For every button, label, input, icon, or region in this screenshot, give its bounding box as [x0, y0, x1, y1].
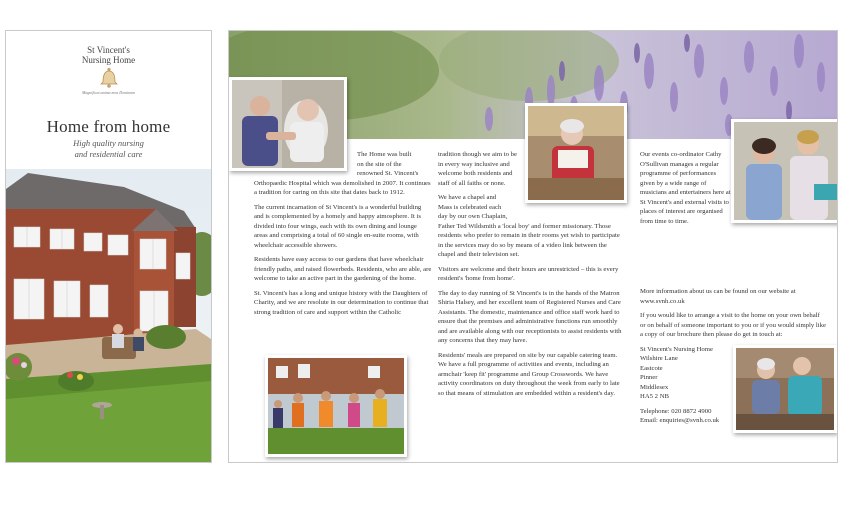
photo-dance-performance	[265, 355, 407, 457]
col2-p2-line1: We have a chapel and	[438, 194, 497, 201]
address-line: Pinner	[640, 374, 658, 381]
photo-staff-members	[731, 119, 838, 223]
col1-p1-rest: Orthopaedic Hospital which was demolished in 2007. It continues a tradition for caring on this site that dates back to 1912.	[254, 179, 431, 196]
address-line: St Vincent's Nursing Home	[640, 345, 713, 353]
column-3-contact	[640, 287, 826, 426]
column-3-events	[640, 150, 732, 231]
col2-p2-line3: day by our own Chaplain,	[438, 213, 508, 220]
col3-events: Our events co-ordinator Cathy O'Sullivan manages a regular programme of performances given by a wide range of musicians and entertainers here at St Vincent's and external visits to places of interest are organised from time to time.	[640, 151, 731, 225]
staff-image	[734, 122, 838, 220]
col3-visit: If you would like to arrange a visit to the home on your own behalf or on behalf of someone important to you or if you would simply like a copy of our brochure then please do get in touch at:	[640, 312, 826, 338]
motto: Magnificat anima mea Dominum	[82, 90, 135, 95]
col1-p1-line2: on the site of the	[357, 160, 402, 168]
col2-p2-line2: Mass is celebrated each	[438, 203, 502, 211]
column-1-text	[254, 150, 432, 322]
address-block	[640, 345, 826, 402]
bell-icon	[99, 67, 119, 89]
logo-name	[6, 45, 211, 65]
col2-p1: tradition though we aim to be in every way inclusive and welcome both residents and staff of all faiths or none.	[438, 151, 517, 187]
column-2-text	[438, 150, 625, 403]
brochure-cover	[5, 30, 212, 463]
address-line: Eastcote	[640, 364, 663, 372]
subtitle-line1: High quality nursing	[73, 138, 144, 148]
col2-p2-wrap	[438, 193, 625, 222]
email: Email: enquiries@svnh.co.uk	[640, 417, 720, 424]
col1-p1-line3: renowned St. Vincent's	[357, 170, 419, 177]
subtitle-line2: and residential care	[74, 149, 143, 159]
col1-p1-line1: The Home was built	[357, 151, 412, 158]
col1-p4: St. Vincent's has a long and unique history with the Daughters of Charity, and we are resolute in our determination to continue that strong tradition of care and support within the Catholic	[254, 289, 429, 316]
building-photo	[6, 169, 211, 462]
dancers-image	[268, 358, 404, 454]
col1-p3: Residents have easy access to our gardens that have wheelchair friendly paths, and raised flowerbeds. Residents, who are able, are welcome to take an active part in the gardening of the home.	[254, 256, 432, 282]
address-line: Middlesex	[640, 383, 669, 391]
col2-p5: Residents' meals are prepared on site by our capable catering team. We have a full programme of activities and events, including an armchair 'keep fit' programme and Group Crosswords. We have activity coordinators on duty throughout the week from early to late so that means of stimulation are embedded within a resident's day.	[438, 351, 620, 397]
col2-p2-rest: Father Ted Wildsmith a 'local boy' and former missionary. Those residents who prefer to remain in their rooms yet wish to participate in the services may do so by means of a video link between the chapel and their television set.	[438, 222, 620, 258]
col1-p2: The current incarnation of St Vincent's is a wonderful building and is complemented by a homely and happy atmosphere. It is divided into four wings, each with its own dining and lounge areas and comprising a total of 60 single en-suite rooms, with wheelchair accessible showers.	[254, 203, 422, 249]
col2-p4: The day to day running of St Vincent's is in the hands of the Matron Shiria Halsey, and her excellent team of Registered Nurses and Care Assistants. The domestic, maintenance and office staff work hard to ensure that the premises and administrative functions run smoothly and are available along with our receptionists to assist residents with any concerns that they may have.	[438, 289, 622, 344]
org-name-line1: St Vincent's	[87, 45, 130, 55]
col3-info: More information about us can be found on our website at www.svnh.co.uk	[640, 288, 796, 305]
col1-intro-wrap	[254, 150, 432, 179]
cover-subtitle	[6, 138, 211, 160]
address-line: HA5 2 NB	[640, 393, 669, 400]
address-line: Wilshire Lane	[640, 355, 678, 362]
brochure-inside-spread	[228, 30, 838, 463]
org-name-line2: Nursing Home	[81, 55, 136, 65]
cover-title: Home from home	[46, 117, 171, 136]
col2-p3: Visitors are welcome and their hours are unrestricted – this is every resident's 'home from home'.	[438, 265, 619, 282]
telephone: Telephone: 020 8872 4900	[640, 407, 712, 415]
